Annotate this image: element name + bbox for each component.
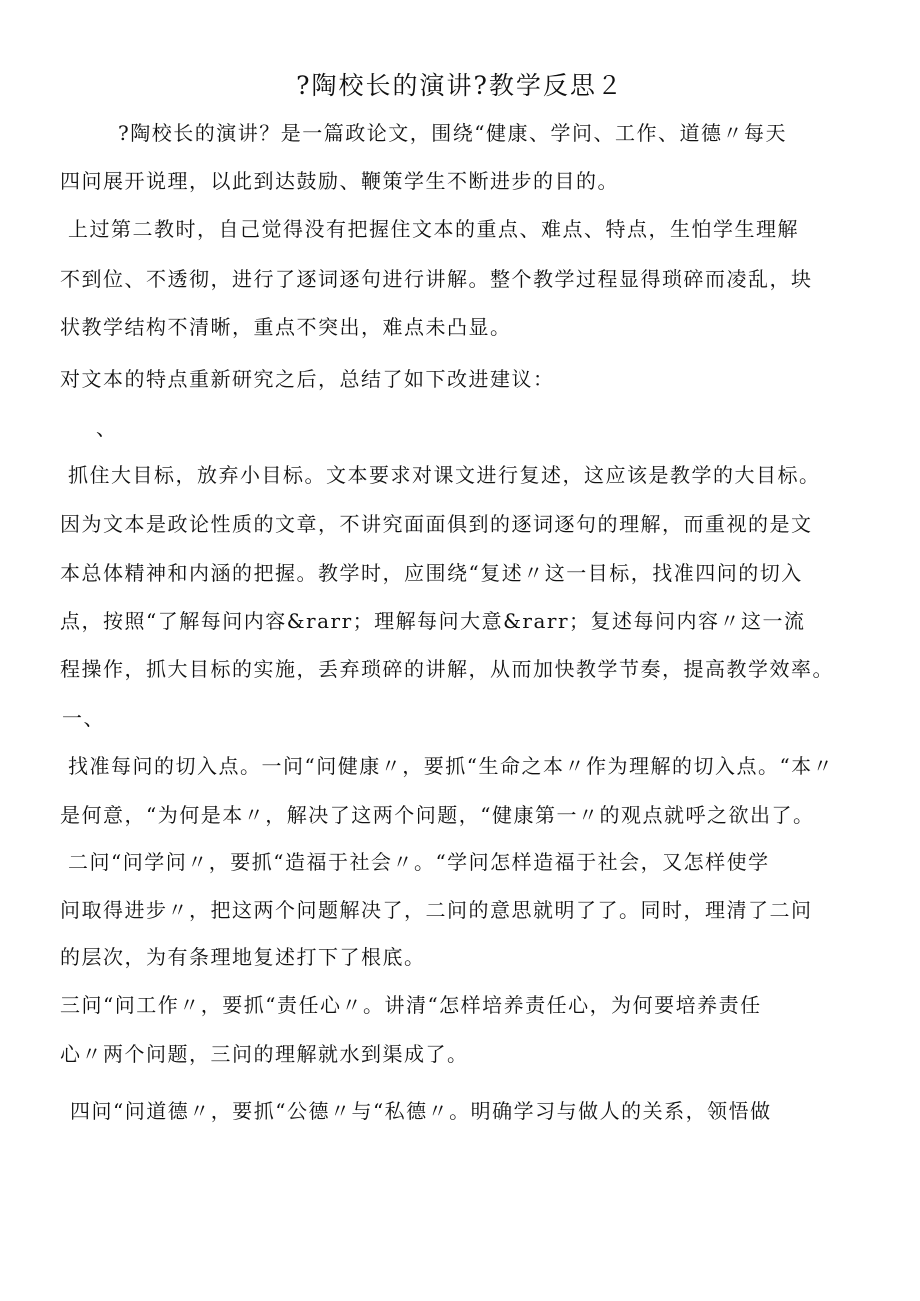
- paragraph-line: 的层次，为有条理地复述打下了根底。: [60, 945, 426, 969]
- paragraph-line: 不到位、不透彻，进行了逐词逐句进行讲解。整个教学过程显得琐碎而凌乱，块: [60, 267, 813, 291]
- list-marker: 一、: [62, 706, 105, 730]
- paragraph-line: 上过第二教时，自己觉得没有把握住文本的重点、难点、特点，生怕学生理解: [68, 217, 799, 241]
- paragraph-line: 四问展开说理，以此到达鼓励、鞭策学生不断进步的目的。: [60, 169, 619, 193]
- paragraph-line: 点，按照“了解每问内容&rarr；理解每问大意&rarr；复述每问内容〃这一流: [60, 609, 806, 633]
- paragraph-line: 对文本的特点重新研究之后，总结了如下改进建议：: [60, 367, 555, 391]
- paragraph-line: 程操作，抓大目标的实施，丢弃琐碎的讲解，从而加快教学节奏，提高教学效率。: [60, 657, 834, 681]
- paragraph-line: 找准每问的切入点。一问“问健康〃，要抓“生命之本〃作为理解的切入点。“本〃: [68, 754, 835, 778]
- document-title: ?陶校长的演讲?教学反思２: [296, 71, 624, 100]
- paragraph-line: 四问“问道德〃，要抓“公德〃与“私德〃。明确学习与做人的关系，领悟做: [70, 1099, 772, 1123]
- paragraph-line: 心〃两个问题，三问的理解就水到渠成了。: [60, 1042, 469, 1066]
- paragraph-line: 本总体精神和内涵的把握。教学时，应围绕“复述〃这一目标，找准四问的切入: [60, 561, 803, 585]
- paragraph-line: 问取得进步〃，把这两个问题解决了，二问的意思就明了了。同时，理清了二问: [60, 898, 813, 922]
- paragraph-line: 因为文本是政论性质的文章，不讲究面面俱到的逐词逐句的理解，而重视的是文: [60, 512, 813, 536]
- paragraph-line: 三问“问工作〃，要抓“责任心〃。讲清“怎样培养责任心，为何要培养责任: [60, 993, 762, 1017]
- paragraph-line: 抓住大目标，放弃小目标。文本要求对课文进行复述，这应该是教学的大目标。: [68, 463, 821, 487]
- list-marker: 、: [96, 416, 118, 440]
- paragraph-line: 是何意，“为何是本〃，解决了这两个问题，“健康第一〃的观点就呼之欲出了。: [60, 803, 815, 827]
- paragraph-line: ?陶校长的演讲？是一篇政论文，围绕“健康、学问、工作、道德〃每天: [118, 121, 787, 145]
- paragraph-line: 二问“问学问〃，要抓“造福于社会〃。“学问怎样造福于社会，又怎样使学: [68, 850, 770, 874]
- paragraph-line: 状教学结构不清晰，重点不突出，难点未凸显。: [60, 315, 512, 339]
